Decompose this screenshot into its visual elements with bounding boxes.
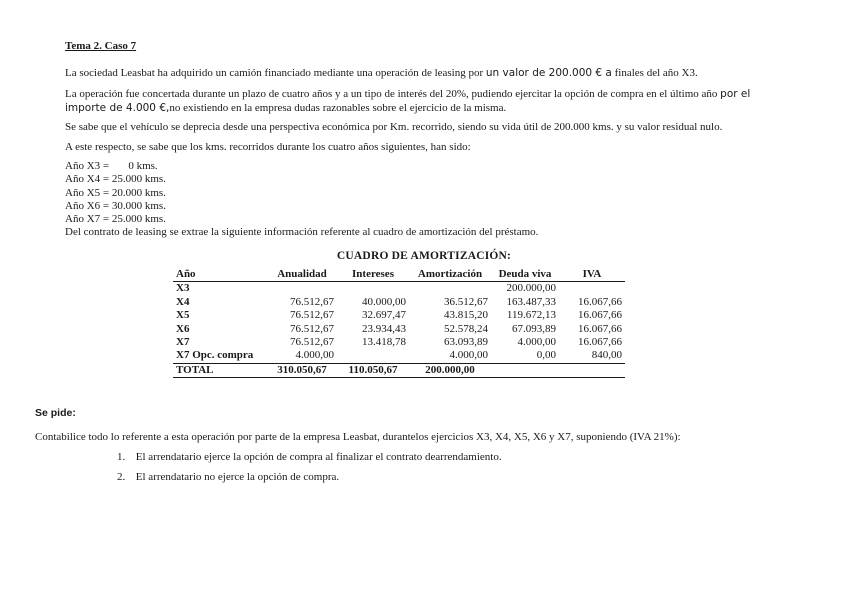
cell-amortization: 63.093,89 — [444, 336, 488, 349]
table-row — [173, 296, 625, 309]
task-option-number: 2. — [117, 471, 126, 483]
cell-year: X6 — [176, 322, 190, 335]
total-vat — [559, 363, 625, 377]
cell-annuity: 4.000,00 — [295, 349, 334, 362]
task-option-number: 1. — [117, 451, 126, 463]
cell-outstanding-debt: 67.093,89 — [512, 322, 556, 335]
paragraph-acquisition — [65, 67, 785, 81]
cell-annuity: 76.512,67 — [290, 309, 334, 322]
cell-vat: 16.067,66 — [578, 295, 622, 308]
table-row — [173, 336, 625, 349]
paragraph-operation — [65, 88, 785, 115]
total-interest: 110.050,67 — [337, 363, 409, 377]
kms-by-year-list — [65, 160, 538, 240]
paragraph-operation-text-c: no existiendo en la empresa dudas razonables sobre el ejercicio de la misma. — [169, 101, 507, 114]
cell-vat — [559, 282, 625, 296]
table-row — [173, 349, 625, 363]
amortization-table-title: CUADRO DE AMORTIZACIÓN: — [336, 250, 512, 262]
cell-outstanding-debt: 200.000,00 — [506, 282, 556, 295]
kms-year-item: Año X3 = 0 kms. — [65, 160, 158, 172]
cell-amortization — [409, 282, 491, 296]
total-amortization: 200.000,00 — [409, 363, 491, 377]
cell-vat: 16.067,66 — [578, 322, 622, 335]
cell-year: X3 — [176, 282, 190, 295]
contract-note: Del contrato de leasing se extrae la siguiente información referente al cuadro de amortización del préstamo. — [65, 226, 539, 239]
header-vat: IVA — [559, 268, 625, 282]
cell-outstanding-debt: 4.000,00 — [517, 336, 556, 349]
header-year: Año — [173, 268, 267, 282]
paragraph-depreciation: Se sabe que el vehículo se deprecia desde una perspectiva económica por Km. recorrido, siendo su vida útil de 200.000 kms. y su valor residual nulo. — [65, 121, 723, 133]
total-label: TOTAL — [173, 363, 267, 377]
cell-interest — [337, 282, 409, 296]
cell-interest: 32.697,47 — [362, 309, 406, 322]
cell-interest: 40.000,00 — [362, 295, 406, 308]
cell-amortization: 36.512,67 — [444, 295, 488, 308]
kms-year-item: Año X5 = 20.000 kms. — [65, 186, 166, 199]
cell-year: X7 — [176, 336, 190, 349]
header-annuity: Anualidad — [267, 268, 337, 282]
kms-year-item: Año X4 = 25.000 kms. — [65, 173, 166, 186]
cell-annuity: 76.512,67 — [290, 322, 334, 335]
tasks-heading: Se pide: — [35, 407, 76, 419]
cell-outstanding-debt: 119.672,13 — [506, 309, 556, 322]
cell-amortization: 52.578,24 — [444, 322, 488, 335]
cell-vat: 16.067,66 — [578, 336, 622, 349]
cell-interest — [337, 349, 409, 363]
task-option — [117, 451, 502, 463]
paragraph-acquisition-value: un valor de 200.000 € a — [485, 67, 612, 79]
task-option-text: El arrendatario no ejerce la opción de compra. — [135, 471, 340, 483]
task-option-text: El arrendatario ejerce la opción de compra al finalizar el contrato dearrendamiento. — [135, 451, 502, 463]
document-title: Tema 2. Caso 7 — [65, 40, 137, 52]
cell-outstanding-debt: 0,00 — [536, 349, 556, 362]
total-outstanding-debt — [491, 363, 559, 377]
cell-vat: 840,00 — [591, 349, 622, 362]
kms-year-item: Año X7 = 25.000 kms. — [65, 213, 166, 226]
cell-annuity: 76.512,67 — [290, 336, 334, 349]
cell-amortization: 43.815,20 — [444, 309, 488, 322]
cell-vat: 16.067,66 — [578, 309, 622, 322]
cell-outstanding-debt: 163.487,33 — [506, 295, 556, 308]
header-interest: Intereses — [337, 268, 409, 282]
tasks-instruction: Contabilice todo lo referente a esta operación por parte de la empresa Leasbat, durantelos ejercicios X3, X4, X5, X6 y X7, suponiendo (IVA 21%): — [35, 431, 681, 443]
cell-year: X4 — [176, 295, 190, 308]
cell-interest: 23.934,43 — [362, 322, 406, 335]
table-row — [173, 282, 625, 296]
cell-amortization: 4.000,00 — [449, 349, 488, 362]
cell-annuity — [267, 282, 337, 296]
task-option — [117, 471, 339, 483]
table-total-row — [173, 363, 625, 377]
paragraph-acquisition-text-c: finales del año X3. — [611, 67, 698, 79]
table-header-row — [173, 268, 625, 282]
paragraph-acquisition-text-a: La sociedad Leasbat ha adquirido un camión financiado mediante una operación de leasing por — [65, 67, 486, 79]
paragraph-operation-amount: por el importe de 4.000 €, — [65, 88, 751, 114]
cell-annuity: 76.512,67 — [290, 295, 334, 308]
amortization-table — [173, 268, 625, 378]
table-row — [173, 309, 625, 322]
table-row — [173, 323, 625, 336]
total-annuity: 310.050,67 — [267, 363, 337, 377]
paragraph-kms-intro: A este respecto, se sabe que los kms. recorridos durante los cuatro años siguientes, han sido: — [65, 141, 471, 153]
kms-year-item: Año X6 = 30.000 kms. — [65, 199, 166, 212]
header-outstanding-debt: Deuda viva — [491, 268, 559, 282]
cell-interest: 13.418,78 — [362, 336, 406, 349]
cell-year: X7 Opc. compra — [176, 349, 254, 362]
paragraph-operation-text-a: La operación fue concertada durante un plazo de cuatro años y a un tipo de interés del 20%, pudiendo ejercitar la opción de compra en el último año — [65, 88, 721, 100]
cell-year: X5 — [176, 309, 190, 322]
header-amortization: Amortización — [409, 268, 491, 282]
